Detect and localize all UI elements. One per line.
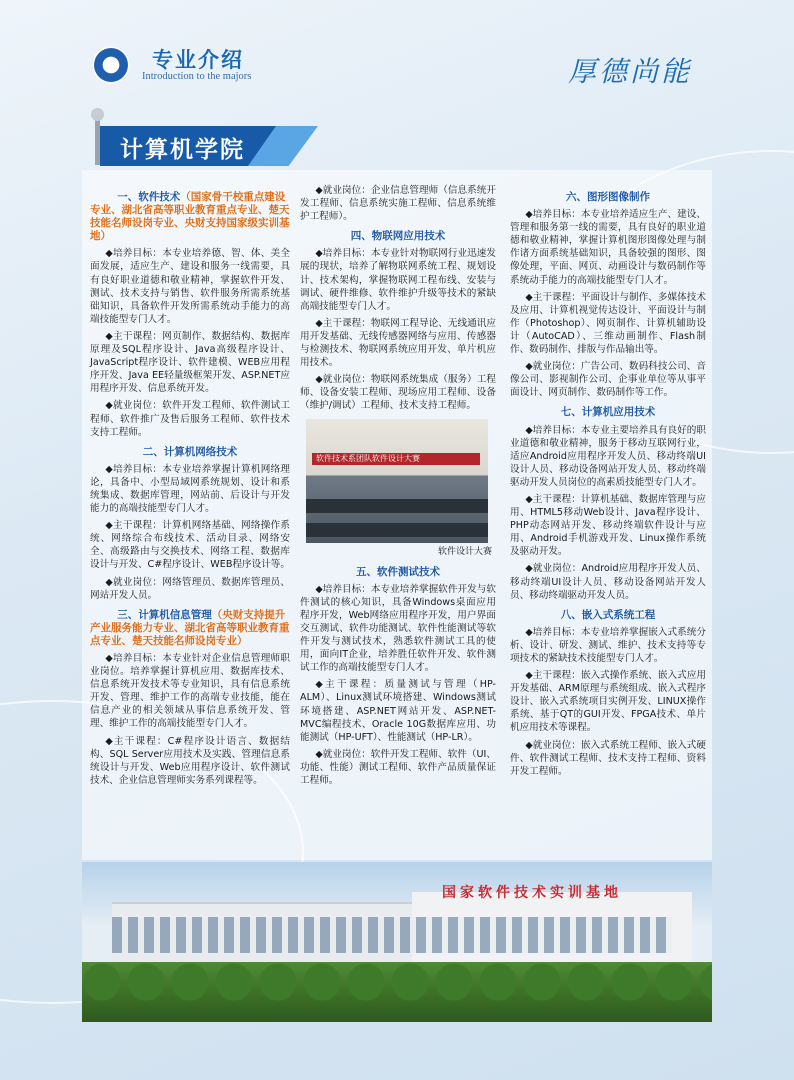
section-note: （央财支持提升产业服务能力专业、湖北省高等职业教育重点专业、楚天技能名师设岗专业） [90, 608, 290, 647]
photo-caption: 软件设计大赛 [437, 546, 492, 557]
section-title: 八、嵌入式系统工程 [560, 608, 656, 621]
paragraph: ◆主干课程：计算机基础、数据库管理与应用、HTML5移动Web设计、Java程序设计、PHP动态网站开发、移动终端软件设计与应用、Android手机游戏开发、Linux操作系统及驱动开发。 [510, 493, 706, 558]
paragraph: ◆就业岗位：嵌入式系统工程师、嵌入式硬件、软件测试工程师、技术支持工程师、资料开发工程师。 [510, 739, 706, 777]
photo-banner-text: 软件技术系团队软件设计大赛 [316, 453, 420, 463]
building-windows [112, 917, 672, 953]
page-header [0, 0, 794, 100]
paragraph: ◆培养目标：本专业培养掌握嵌入式系统分析、设计、研发、测试、维护、技术支持等专项技术的紧缺技术技能型专门人才。 [510, 626, 706, 664]
paragraph: ◆培养目标：本专业针对物联网行业迅速发展的现状，培养了解物联网系统工程、规划设计、技术架构，掌握物联网工程布线、安装与调试、硬件维修、软件维护升级等技术的紧缺高端技能型专门人才。 [300, 248, 496, 312]
motto-text: 厚德尚能 [568, 55, 693, 88]
paragraph: ◆主干课程：嵌入式操作系统、嵌入式应用开发基础、ARM原理与系统组成、嵌入式程序设计、嵌入式系统项目实例开发、LINUX操作系统、基于QT的GUI开发、FPGA技术、单片机应用技术等课程。 [510, 670, 706, 734]
trees [82, 962, 712, 1022]
paragraph: ◆培养目标：本专业主要培养具有良好的职业道德和敬业精神，服务于移动互联网行业，适应Android应用程序开发人员、移动终端UI设计人员、移动设备网站开发人员、移动终端驱动开发人员岗位的高素质技能型专门人才。 [510, 424, 706, 488]
school-logo-icon [92, 46, 130, 84]
paragraph: ◆主干课程：平面设计与制作、多媒体技术及应用、计算机视觉传达设计、平面设计与制作（Photoshop）、网页制作、计算机辅助设计（AutoCAD）、三维动画制作、Flash制作、数码制作、排版与作品输出等。 [510, 291, 706, 356]
section-title: 四、物联网应用技术 [350, 230, 446, 243]
section-title [90, 191, 290, 243]
paragraph: ◆培养目标：本专业培养掌握计算机网络理论，具备中、小型局域网系统规划、设计和系统集成、数据库管理，网站前、后设计与开发能力的高端技能型专门人才。 [90, 463, 290, 515]
paragraph: ◆培养目标：本专业培养掌握软件开发与软件测试的核心知识，具备Windows桌面应用程序开发，Web网络应用程序开发，用户界面交互测试、软件功能测试、软件性能测试等软件开发与测试技术，熟悉软件测试工具的使用，面向IT企业，培养胜任软件开发、软件测试工作的高端技能型专门人才。 [300, 583, 496, 674]
paragraph: ◆就业岗位：软件开发工程师、软件（UI、功能、性能）测试工程师、软件产品质量保证工程师。 [300, 748, 496, 786]
paragraph: ◆就业岗位：企业信息管理师（信息系统开发工程师、信息系统实施工程师、信息系统维护工程师）。 [300, 185, 496, 223]
header-title: 专业介绍 [152, 48, 244, 72]
paragraph: ◆主干课程：质量测试与管理（HP-ALM）、Linux测试环境搭建、Windows测试环境搭建、ASP.NET网站开发、ASP.NET-MVC编程技术、Oracle 10G数据库应用、功能测试（HP-UFT）、性能测试（HP-LR）。 [300, 679, 496, 743]
photo-desk [306, 523, 488, 537]
column-2 [300, 184, 496, 791]
paragraph: ◆主干课程：计算机网络基础、网络操作系统、网络综合布线技术、活动目录、网络安全、高级路由与交换技术、网络工程、数据库设计与开发、C#程序设计、WEB程序设计等。 [90, 520, 290, 571]
section-heading: 三、计算机信息管理 [117, 608, 212, 621]
banner-pole-cap [91, 108, 104, 121]
section-title: 二、计算机网络技术 [142, 445, 238, 458]
paragraph: ◆培养目标：本专业培养德、智、体、美全面发展，适应生产、建设和服务一线需要，具有良好职业道德和敬业精神，掌握软件开发、测试、技术支持与销售、软件服务所需系统基础知识，具备软件开发所需系统动手能力的高端技能型专门人才。 [90, 248, 290, 325]
section-heading: 一、软件技术 [117, 191, 181, 203]
paragraph: ◆就业岗位：物联网系统集成（服务）工程师、设备安装工程师、现场应用工程师、设备（维护/调试）工程师、技术支持工程师。 [300, 374, 496, 412]
column-3 [510, 184, 706, 782]
contest-photo [306, 419, 488, 543]
banner-pole [95, 115, 100, 165]
paragraph: ◆培养目标：本专业培养适应生产、建设、管理和服务第一线的需要，具有良好的职业道德和敬业精神，掌握计算机图形图像处理与制作诸方面系统基础知识，具备较强的图形、图像处理，平面、网页、动画设计与数码制作等系统动手能力的高端技能型专门人才。 [510, 209, 706, 286]
building-sign: 国家软件技术实训基地 [442, 885, 622, 901]
section-title: 六、图形图像制作 [566, 191, 650, 203]
paragraph: ◆就业岗位：广告公司、数码科技公司、音像公司、影视制作公司、企事业单位等从事平面设计、网页制作、数码制作等工作。 [510, 361, 706, 399]
section-title [90, 609, 290, 648]
training-base-photo [82, 862, 712, 1022]
paragraph: ◆主干课程：网页制作、数据结构、数据库原理及SQL程序设计、Java高级程序设计、JavaScript程序设计、软件建模、WEB应用程序开发、Java EE轻量级框架开发、ASP.NET应用程序开发、信息系统开发。 [90, 330, 290, 395]
paragraph: ◆主干课程：C#程序设计语言、数据结构、SQL Server应用技术及实践、管理信息系统设计与开发、Web应用程序设计、软件测试技术、企业信息管理师实务系列课程等。 [90, 735, 290, 786]
paragraph: ◆就业岗位：软件开发工程师、软件测试工程师、软件推广及售后服务工程师、软件技术支持工程师。 [90, 400, 290, 438]
section-title: 七、计算机应用技术 [560, 406, 656, 419]
header-subtitle: Introduction to the majors [142, 71, 252, 82]
section-note: （国家骨干校重点建设专业、湖北省高等职业教育重点专业、楚天技能名师设岗专业、央财支持国家级实训基地） [90, 191, 290, 243]
photo-desk [306, 499, 488, 513]
college-title: 计算机学院 [120, 137, 245, 163]
column-1 [90, 184, 290, 791]
paragraph: ◆主干课程：物联网工程导论、无线通讯应用开发基础、无线传感器网络与应用、传感器与检测技术、物联网系统应用开发、单片机应用技术。 [300, 317, 496, 369]
paragraph: ◆就业岗位：Android应用程序开发人员、移动终端UI设计人员、移动设备网站开发人员、移动终端驱动开发人员。 [510, 563, 706, 601]
paragraph: ◆培养目标：本专业针对企业信息管理师职业岗位。培养掌握计算机应用、数据库技术、信息系统开发技术等专业知识，具有信息系统开发、管理、维护工作的高端专业技能，能在信息产业的相关领域从事信息系统开发、管理、维护工作的高端技能型专门人才。 [90, 653, 290, 730]
paragraph: ◆就业岗位：网络管理员、数据库管理员、网站开发人员。 [90, 576, 290, 601]
section-title: 五、软件测试技术 [356, 565, 440, 578]
